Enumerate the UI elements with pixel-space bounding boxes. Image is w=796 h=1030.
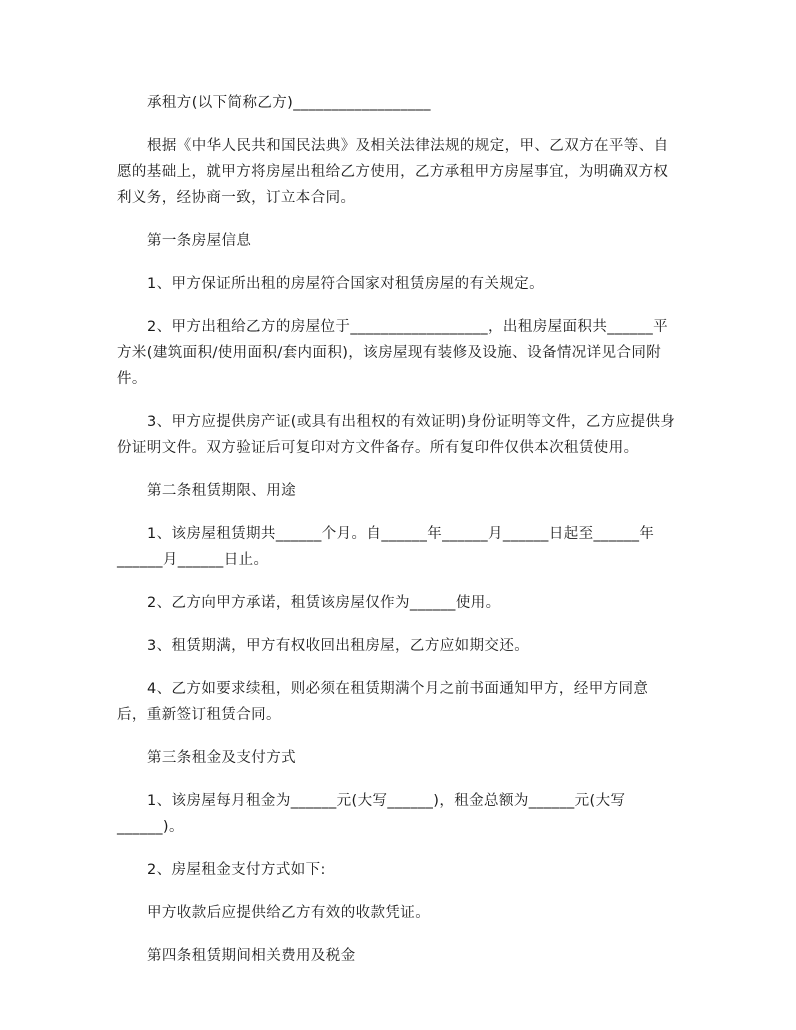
- article-2-heading: 第二条租赁期限、用途: [147, 483, 296, 499]
- contract-page: [117, 90, 677, 986]
- article-4-heading: 第四条租赁期间相关费用及税金: [147, 948, 356, 964]
- receipt-note: 甲方收款后应提供给乙方有效的收款凭证。: [147, 905, 431, 921]
- article-2-clause-3: 3、租赁期满，甲方有权收回出租房屋，乙方应如期交还。: [147, 638, 530, 654]
- article-1-clause-1: 1、甲方保证所出租的房屋符合国家对租赁房屋的有关规定。: [147, 276, 545, 292]
- article-1-heading: 第一条房屋信息: [147, 233, 252, 249]
- article-2-clause-1: 1、该房屋租赁期共______个月。自______年______月______日起至______年______月______日止。: [117, 526, 655, 568]
- article-1-clause-3: 3、甲方应提供房产证(或具有出租权的有效证明)身份证明等文件，乙方应提供身份证明文件。双方验证后可复印对方文件备存。所有复印件仅供本次租赁使用。: [117, 414, 676, 456]
- article-1-clause-2: 2、甲方出租给乙方的房屋位于__________________，出租房屋面积共______平方米(建筑面积/使用面积/套内面积)，该房屋现有装修及设施、设备情况详见合同附件。: [117, 319, 669, 387]
- article-2-clause-4: 4、乙方如要求续租，则必须在租赁期满个月之前书面通知甲方，经甲方同意后，重新签订租赁合同。: [117, 681, 649, 723]
- article-3-heading: 第三条租金及支付方式: [147, 750, 296, 766]
- article-2-clause-2: 2、乙方向甲方承诺，租赁该房屋仅作为______使用。: [147, 595, 501, 611]
- article-3-clause-1: 1、该房屋每月租金为______元(大写______)，租金总额为______元(大写______)。: [117, 793, 626, 835]
- preamble-paragraph: 根据《中华人民共和国民法典》及相关法律法规的规定，甲、乙双方在平等、自愿的基础上，就甲方将房屋出租给乙方使用，乙方承租甲方房屋事宜，为明确双方权利义务，经协商一致，订立本合同。: [117, 138, 669, 206]
- article-3-clause-2: 2、房屋租金支付方式如下:: [147, 862, 326, 878]
- tenant-line: 承租方(以下简称乙方)__________________: [147, 95, 431, 111]
